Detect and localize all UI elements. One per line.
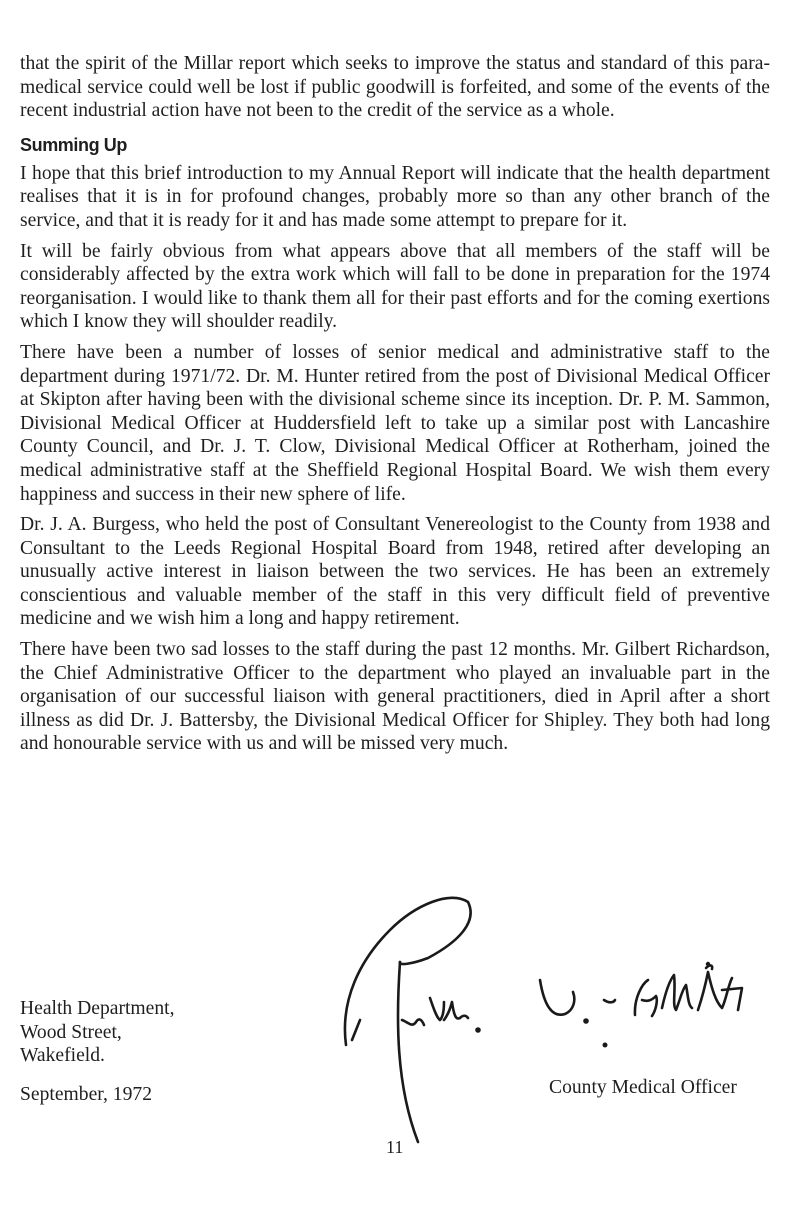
date: September, 1972 (20, 1084, 152, 1105)
section-heading: Summing Up (20, 134, 127, 155)
address-line: Wakefield. (20, 1045, 105, 1066)
page-number: 11 (386, 1137, 404, 1157)
paragraph: There have been two sad losses to the staff during the past 12 months. Mr. Gilbert Richardson, the Chief Administrative Officer to the department who played an invaluable part in the organisation of our successful liaison with general practitioners, died in April after a short illness as did Dr. J. Battersby, the Divisional Medical Officer for Shipley. They both had long and honourable service with us and will be missed very much. (20, 639, 770, 755)
signatory-title: County Medical Officer (549, 1077, 737, 1098)
body-text (20, 52, 770, 763)
address-block (20, 997, 175, 1068)
paragraph: I hope that this brief introduction to my Annual Report will indicate that the health department realises that it is in for profound changes, probably more so than any other branch of the service, and that it is ready for it and has made some attempt to prepare for it. (20, 162, 770, 231)
paragraph: It will be fairly obvious from what appears above that all members of the staff will be considerably affected by the extra work which will fall to be done in preparation for the 1974 reorganisation. I would like to thank them all for their past efforts and for the coming exertions which I know they will shoulder readily. (20, 240, 770, 333)
handwritten-signature (330, 850, 800, 1150)
paragraph: Dr. J. A. Burgess, who held the post of Consultant Venereologist to the County from 1938 and Consultant to the Leeds Regional Hospital Board from 1948, retired after developing an unusually active interest in liaison between the two services. He has been an extremely conscientious and valuable member of the staff in this very difficult field of preventive medicine and we wish him a long and happy retirement. (20, 514, 770, 630)
address-line: Health Department, (20, 998, 175, 1019)
address-line: Wood Street, (20, 1021, 122, 1043)
paragraph: There have been a number of losses of senior medical and administrative staff to the department during 1971/72. Dr. M. Hunter retired from the post of Divisional Medical Officer at Skipton after having been with the divisional scheme since its inception. Dr. P. M. Sammon, Divisional Medical Officer at Huddersfield left to take up a similar post with Lancashire County Council, and Dr. J. T. Clow, Divisional Medical Officer at Rotherham, joined the medical administrative staff at the Sheffield Regional Hospital Board. We wish them every happiness and success in their new sphere of life. (20, 341, 770, 505)
paragraph-continued: that the spirit of the Millar report which seeks to improve the status and standard of this para-medical service could well be lost if public goodwill is forfeited, and some of the events of the recent industrial action have not been to the credit of the service as a whole. (20, 53, 770, 122)
